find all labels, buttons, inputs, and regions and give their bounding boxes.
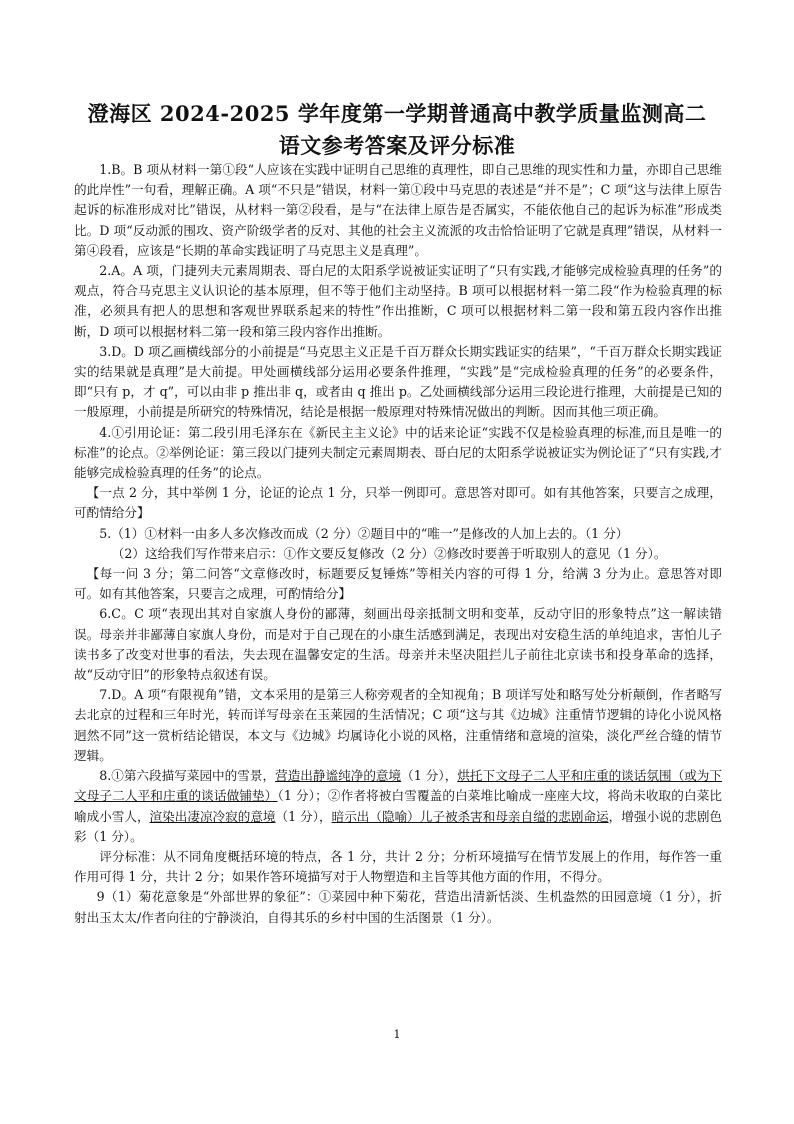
q8-underlined-2: 烘托下文母子二人平和庄重的谈话氛围（或为下文母子二人平和庄重的谈话做铺垫） xyxy=(74,768,723,804)
answer-q1: 1.B。B 项从材料一第①段“人应该在实践中证明自己思维的真理性，即自己思维的现实性和力量，亦即自己思维的此岸性”一句看，理解正确。A 项“不只是”错误，材料一第①段中马克思的表述是“并不是”；C 项“这与法律上原告起诉的标准形成对比”错误，从材料一第②段看，是与“在法律上原告是否属实，不能依他自己的起诉为标准”形成类比。D 项“反动派的围攻、资产阶级学者的反对、其他的社会主义流派的攻击恰恰证明了它就是真理”错误，从材料一第④段看，应该是“长期的革命实践证明了马克思主义是真理”。 xyxy=(74,162,722,258)
answer-q5-part1: 5.（1）①材料一由多人多次修改而成（2 分）②题目中的“唯一”是修改的人加上去的。（1 分） xyxy=(99,525,629,541)
q8-text-5: ，增强小说的悲剧色彩（1 分）。 xyxy=(74,808,722,844)
scoring-note-q5: 【每一问 3 分；第二问答“文章修改时，标题要反复锤炼”等相关内容的可得 1 分，给满 3 分为止。意思答对即可。如有其他答案，只要言之成理，可酌情给分】 xyxy=(74,566,722,602)
answer-q4: 4.①引用论证：第二段引用毛泽东在《新民主主义论》中的话来论证“实践不仅是检验真理的标准,而且是唯一的标准”的论点。②举例论证：第三段以门捷列夫制定元素周期表、哥白尼的太阳系学说被证实为例论证了“只有实践,才能够完成检验真理的任务”的论点。 xyxy=(74,424,722,481)
answer-q7: 7.D。A 项“有限视角”错，文本采用的是第三人称旁观者的全知视角；B 项详写处和略写处分析颠倒，作者略写去北京的过程和三年时光，转而详写母亲在玉莱园的生活情况；C 项“这与其《边城》注重情节逻辑的诗化小说风格迥然不同”这一赏析结论错误，本文与《边城》均属诗化小说的风格，注重情绪和意境的渲染，淡化严丝合缝的情节逻辑。 xyxy=(74,687,722,763)
answer-q6: 6.C。C 项“表现出其对自家旗人身份的鄙薄，刻画出母亲抵制文明和变革，反动守旧的形象特点”这一解读错误。母亲并非鄙薄自家旗人身份，而是对于自己现在的小康生活感到满足，表现出对安稳生活的单纯追求，害怕儿子读书多了改变对世事的看法，失去现在温馨安定的生活。母亲并未坚决阻拦儿子前往北京读书和投身革命的选择，故“反动守旧”的形象特点叙述有误。 xyxy=(74,606,722,683)
q8-underlined-4: 暗示出（隐喻）儿子被杀害和母亲自缢的悲剧命运 xyxy=(331,808,609,824)
answer-q8 xyxy=(74,766,722,847)
page-number: 1 xyxy=(393,1028,401,1041)
q8-text-2: （1 分）， xyxy=(401,768,458,784)
document-title: 澄海区 2024-2025 学年度第一学期普通高中教学质量监测高二 xyxy=(87,101,707,126)
answer-q5-part2: （2）这给我们写作带来启示：①作文要反复修改（2 分）②修改时要善于听取别人的意见（1 分）。 xyxy=(111,545,667,561)
q8-underlined-1: 营造出静谧纯净的意境 xyxy=(275,768,402,784)
q8-text-1: 8.①第六段描写菜园中的雪景， xyxy=(99,768,276,784)
document-subtitle: 语文参考答案及评分标准 xyxy=(278,133,516,158)
scoring-note-q4: 【一点 2 分，其中举例 1 分，论证的论点 1 分，只举一例即可。意思答对即可。如有其他答案，只要言之成理，可酌情给分】 xyxy=(74,485,722,521)
answer-q3: 3.D。D 项乙画横线部分的小前提是“马克思主义正是千百万群众长期实践证实的结果”，“千百万群众长期实践证实的结果就是真理”是大前提。甲处画横线部分运用必要条件推理，“实践”是“完成检验真理的任务”的必要条件，即“只有 p，才 q”，可以由非 p 推出非 q，或者由 q 推出 p。乙处画横线部分运用三段论进行推理，大前提是已知的一般原理，小前提是所研究的特殊情况，结论是根据一般原理对特殊情况做出的判断。因而其他三项正确。 xyxy=(74,343,722,420)
q8-text-3: （1 分）；②作者将被白雪覆盖的白菜堆比喻成一座座大坟，将尚未收取的白菜比喻成小雪人， xyxy=(74,788,723,824)
answer-q2: 2.A。A 项，门捷列夫元素周期表、哥白尼的太阳系学说被证实证明了“只有实践,才能够完成检验真理的任务”的观点，符合马克思主义认识论的基本原理，但不等于他们主动坚持。B 项可以根据材料一第二段“作为检验真理的标准，必须具有把人的思想和客观世界联系起来的特性”作出推断，C 项可以根据材料二第一段和第五段内容作出推断，D 项可以根据材料二第一段和第三段内容作出推断。 xyxy=(74,263,722,339)
answer-q9-part1: 9（1）菊花意象是“外部世界的象征”：①菜园中种下菊花，营造出清新恬淡、生机盎然的田园意境（1 分），折射出玉太太/作者向往的宁静淡泊，自得其乐的乡村中国的生活图景（1 分）。 xyxy=(74,889,722,925)
answer-body xyxy=(74,160,722,928)
scoring-note-q8: 评分标准：从不同角度概括环境的特点，各 1 分，共计 2 分；分析环境描写在情节发展上的作用，每作答一重作用可得 1 分，共计 2 分；如果作答环境描写对于人物塑造和主旨等其他方面的作用，不得分。 xyxy=(74,848,722,885)
q8-text-4: （1 分）， xyxy=(275,808,332,824)
q8-underlined-3: 渲染出凄凉冷寂的意境 xyxy=(149,808,276,824)
